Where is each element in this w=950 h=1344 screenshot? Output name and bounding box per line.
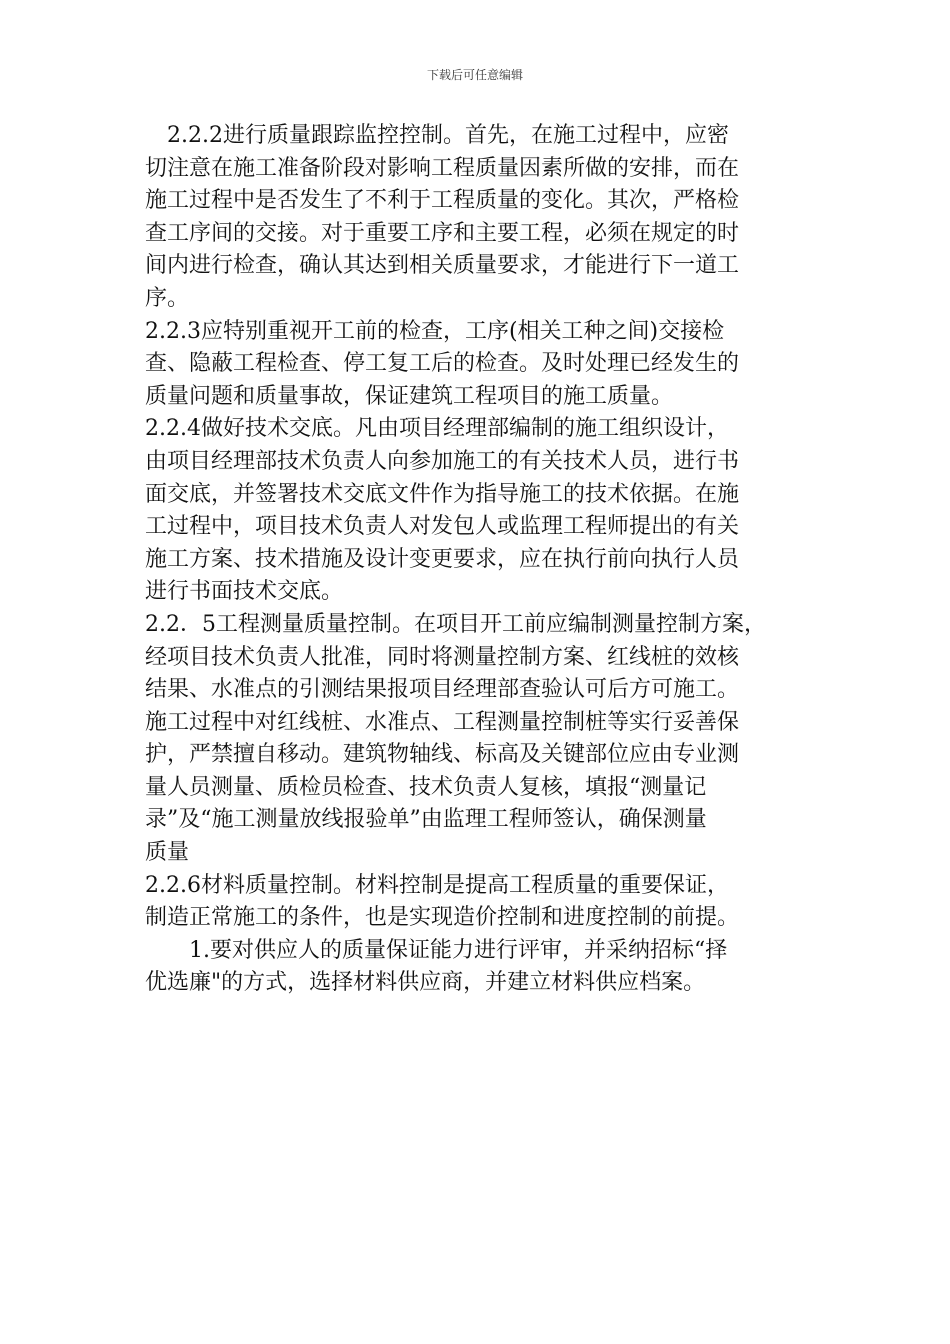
document-body <box>145 120 825 1000</box>
text-line: 经项目技术负责人批准，同时将测量控制方案、红线桩的效核 <box>145 644 740 670</box>
text-line: 2.2.3应特别重视开工前的检查，工序(相关工种之间)交接检 <box>145 318 725 344</box>
text-line: 查、隐蔽工程检查、停工复工后的检查。及时处理已经发生的 <box>145 351 740 377</box>
text-line: 2.2.6材料质量控制。材料控制是提高工程质量的重要保证， <box>145 872 729 898</box>
text-line: 护，严禁擅自移动。建筑物轴线、标高及关键部位应由专业测 <box>145 742 740 768</box>
text-line: 工过程中，项目技术负责人对发包人或监理工程师提出的有关 <box>145 514 740 540</box>
text-line: 面交底，并签署技术交底文件作为指导施工的技术依据。在施 <box>145 481 740 507</box>
text-line: 制造正常施工的条件，也是实现造价控制和进度控制的前提。 <box>145 905 740 931</box>
text-line: 进行书面技术交底。 <box>145 579 344 605</box>
text-line: 质量 <box>145 840 190 866</box>
text-line: 切注意在施工准备阶段对影响工程质量因素所做的安排，而在 <box>145 155 740 181</box>
text-line: 2.2.4做好技术交底。凡由项目经理部编制的施工组织设计， <box>145 416 729 442</box>
text-line: 施工过程中对红线桩、水准点、工程测量控制桩等实行妥善保 <box>145 709 740 735</box>
text-line: 2.2.2进行质量跟踪监控控制。首先，在施工过程中，应密 <box>167 123 729 148</box>
text-line: 施工方案、技术措施及设计变更要求，应在执行前向执行人员 <box>145 546 740 572</box>
text-line: 录”及“施工测量放线报验单”由监理工程师签认，确保测量 <box>145 807 707 833</box>
text-line: 质量问题和质量事故，保证建筑工程项目的施工质量。 <box>145 383 674 409</box>
text-line: 施工过程中是否发生了不利于工程质量的变化。其次，严格检 <box>145 188 740 214</box>
text-line: 优选廉"的方式，选择材料供应商，并建立材料供应档案。 <box>145 970 706 996</box>
text-line: 量人员测量、质检员检查、技术负责人复核，填报“测量记 <box>145 774 707 800</box>
text-line: 间内进行检查，确认其达到相关质量要求，才能进行下一道工 <box>145 253 740 279</box>
page-header: 下载后可任意编辑 <box>426 68 523 82</box>
text-line: 由项目经理部技术负责人向参加施工的有关技术人员，进行书 <box>145 448 740 474</box>
text-line: 序。 <box>145 285 190 311</box>
text-line: 查工序间的交接。对于重要工序和主要工程，必须在规定的时 <box>145 220 740 246</box>
text-line: 结果、水准点的引测结果报项目经理部查验认可后方可施工。 <box>145 677 740 703</box>
text-line: 1.要对供应人的质量保证能力进行评审，并采纳招标“择 <box>189 937 728 963</box>
text-line: 2.2．5工程测量质量控制。在项目开工前应编制测量控制方案， <box>145 611 766 637</box>
